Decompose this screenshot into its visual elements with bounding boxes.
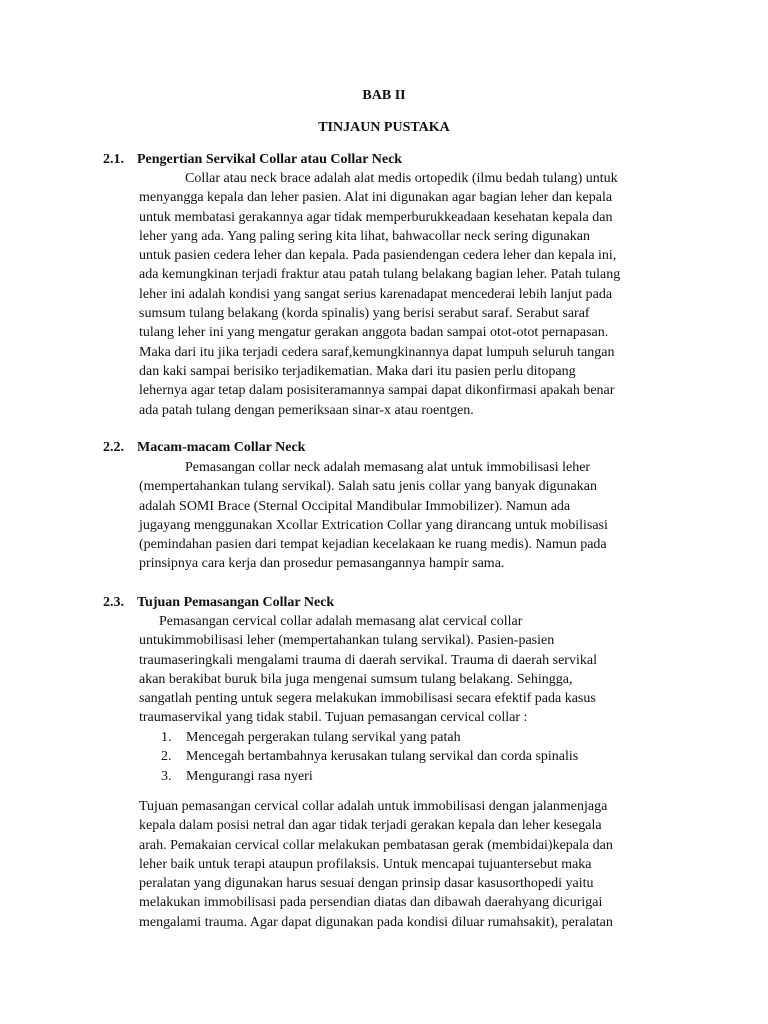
text-line: Pemasangan cervical collar adalah memasang alat cervical collar [159,614,523,629]
section-title: Pengertian Servikal Collar atau Collar Neck [137,152,403,167]
text-line: untuk pasien cedera leher dan kepala. Pada pasiendengan cedera leher dan kepala ini, [139,248,617,264]
text-line: sumsum tulang belakang (korda spinalis) yang berisi serabut saraf. Serabut saraf [139,306,590,322]
text-line: untukimmobilisasi leher (mempertahankan tulang servikal). Pasien-pasien [139,633,555,649]
section-2-2-body [139,458,679,574]
text-line: adalah SOMI Brace (Sternal Occipital Mandibular Immobilizer). Namun ada [139,498,571,514]
text-line: melakukan immobilisasi pada persendian diatas dan dibawah daerahyang dicurigai [139,895,603,911]
list-number: 2. [161,749,172,765]
section-heading-2-1 [103,152,402,168]
section-number: 2.2. [103,440,124,455]
section-title: Tujuan Pemasangan Collar Neck [137,595,335,610]
section-number: 2.1. [103,152,124,167]
section-2-3-body [139,612,679,728]
text-line: lehernya agar tetap dalam posisiteramannya sampai dapat dikonfirmasi apakah benar [139,383,615,399]
section-title: Macam-macam Collar Neck [137,440,306,455]
text-line: Tujuan pemasangan cervical collar adalah untuk immobilisasi dengan jalanmenjaga [139,799,608,814]
text-line: Collar atau neck brace adalah alat medis ortopedik (ilmu bedah tulang) untuk [185,171,618,186]
text-line: Maka dari itu jika terjadi cedera saraf,kemungkinannya dapat lumpuh seluruh tangan [139,344,615,360]
text-line: Pemasangan collar neck adalah memasang alat untuk immobilisasi leher [185,460,591,475]
section-2-1-body [139,169,679,420]
text-line: tulang leher ini yang mengatur gerakan anggota badan sampai otot-otot pernapasan. [139,325,609,341]
section-2-3-continued [139,797,679,932]
text-line: prinsipnya cara kerja dan prosedur pemasangannya hampir sama. [139,556,505,572]
list-number: 3. [161,768,172,784]
list-item [161,747,578,766]
list-item [161,728,578,747]
section-number: 2.3. [103,595,124,610]
text-line: kepala dalam posisi netral dan agar tidak terjadi gerakan kepala dan leher kesegala [139,818,602,834]
list-item [161,767,578,786]
text-line: ada kemungkinan terjadi fraktur atau patah tulang belakang bagian leher. Patah tulang [139,267,621,283]
text-line: arah. Pemakaian cervical collar melakukan pembatasan gerak (membidai)kepala dan [139,837,613,853]
text-line: peralatan yang digunakan harus sesuai dengan prinsip dasar kasusorthopedi yaitu [139,876,594,892]
list-text: Mengurangi rasa nyeri [186,768,313,784]
list-text: Mencegah bertambahnya kerusakan tulang servikal dan corda spinalis [186,749,579,765]
section-heading-2-3 [103,595,334,611]
list-number: 1. [161,730,172,745]
text-line: sangatlah penting untuk segera melakukan immobilisasi secara efektif pada kasus [139,691,596,707]
text-line: (mempertahankan tulang servikal). Salah satu jenis collar yang banyak digunakan [139,479,597,495]
text-line: menyangga kepala dan leher pasien. Alat ini digunakan agar bagian leher dan kepala [139,190,613,206]
list-text: Mencegah pergerakan tulang servikal yang patah [186,730,461,745]
text-line: leher baik untuk terapi ataupun profilaksis. Untuk mencapai tujuantersebut maka [139,856,592,872]
text-line: leher ini adalah kondisi yang sangat serius karenadapat mencederai lebih lanjut pada [139,286,613,302]
chapter-label: BAB II [362,88,406,103]
text-line: untuk membatasi gerakannya agar tidak memperburukkeadaan kesehatan kepala dan [139,209,613,225]
text-line: leher yang ada. Yang paling sering kita lihat, bahwacollar neck sering digunakan [139,228,590,244]
section-heading-2-2 [103,440,305,456]
text-line: traumaseringkali mengalami trauma di daerah servikal. Trauma di daerah servikal [139,652,597,668]
objectives-list [161,728,578,786]
text-line: (pemindahan pasien dari tempat kejadian kecelakaan ke ruang medis). Namun pada [139,537,607,553]
text-line: jugayang menggunakan Xcollar Extrication Collar yang dirancang untuk mobilisasi [139,517,608,533]
text-line: akan berakibat buruk bila juga mengenai sumsum tulang belakang. Sehingga, [139,671,573,687]
text-line: traumaservikal yang tidak stabil. Tujuan pemasangan cervical collar : [139,710,528,726]
text-line: ada patah tulang dengan pemeriksaan sinar-x atau roentgen. [139,402,474,418]
text-line: dan kaki sampai berisiko terjadikematian. Maka dari itu pasien perlu ditopang [139,363,576,379]
chapter-title: TINJAUN PUSTAKA [318,120,450,135]
text-line: mengalami trauma. Agar dapat digunakan pada kondisi diluar rumahsakit), peralatan [139,914,613,930]
